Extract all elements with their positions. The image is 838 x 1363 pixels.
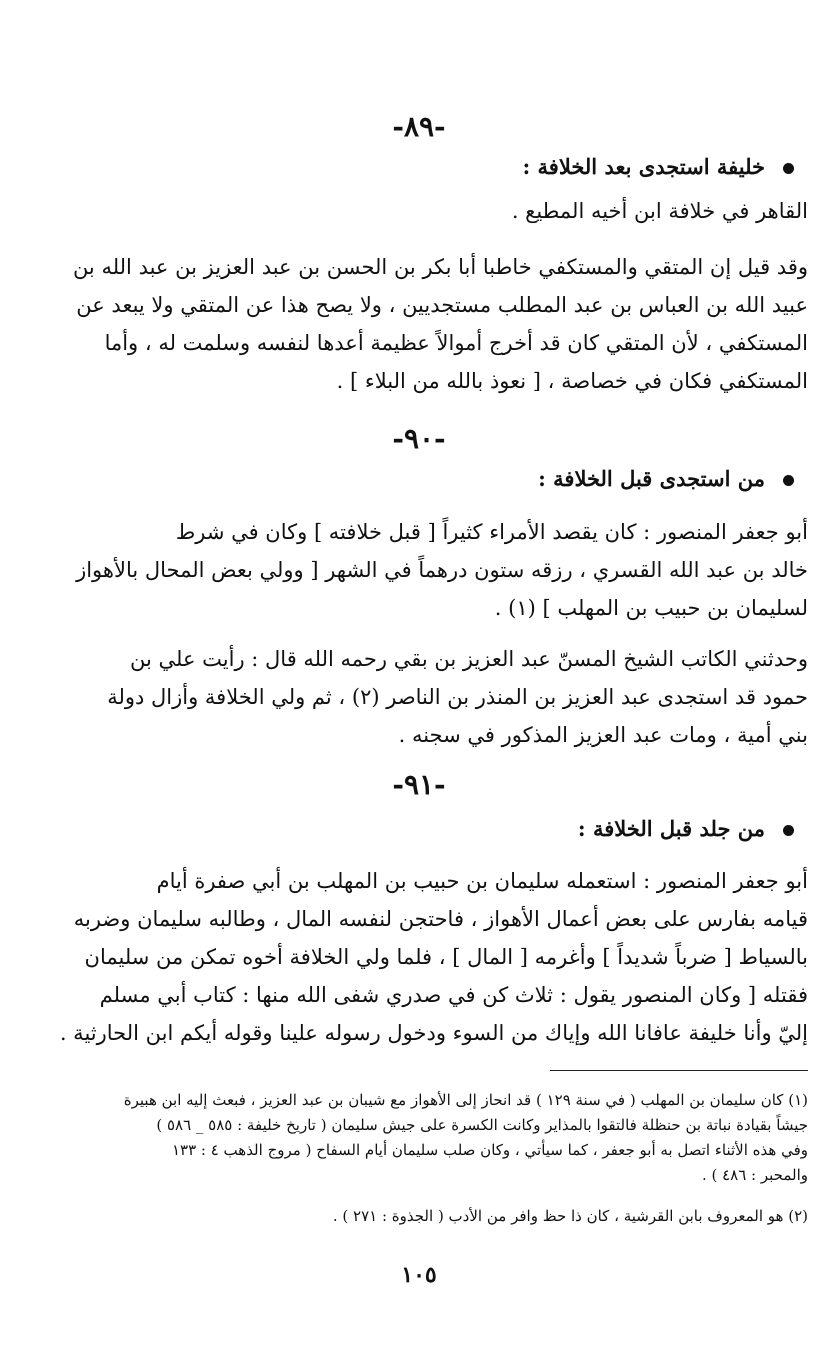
text-line: حمود قد استجدى عبد العزيز بن المنذر بن الناصر (٢) ، ثم ولي الخلافة وأزال دولة bbox=[107, 685, 808, 709]
footnote bbox=[30, 1204, 808, 1229]
text-line: وقد قيل إن المتقي والمستكفي خاطبا أبا بكر بن الحسن بن عبد العزيز بن عبد الله بن bbox=[72, 255, 808, 279]
footnote-line: (٢) هو المعروف بابن القرشية ، كان ذا حظ وافر من الأدب ( الجذوة : ٢٧١ ) . bbox=[332, 1207, 808, 1225]
section-heading-text: خليفة استجدى بعد الخلافة : bbox=[522, 154, 765, 179]
footnote-line: جيشاً بقيادة نباتة بن حنظلة فالتقوا بالمذاير وكانت الكسرة على جيش سليمان ( تاريخ خليفة : ٥٨٥ _ ٥٨٦ ) bbox=[156, 1116, 808, 1134]
paragraph bbox=[30, 192, 808, 230]
paragraph bbox=[30, 862, 808, 1052]
section-number: -٩١- bbox=[392, 768, 446, 801]
text-line: المستكفي فكان في خصاصة ، [ نعوذ بالله من البلاء ] . bbox=[336, 369, 808, 393]
text-line: بالسياط [ ضرباً شديداً ] وأغرمه [ المال ] ، فلما ولي الخلافة أخوه تمكن من سليمان bbox=[84, 945, 808, 969]
text-line: خالد بن عبد الله القسري ، رزقه ستون درهماً في الشهر [ وولي بعض المحال بالأهواز bbox=[76, 558, 808, 582]
footnote-line: وفي هذه الأثناء اتصل به أبو جعفر ، كما سيأتي ، وكان صلب سليمان أيام السفاح ( مروج الذهب ٤ : ١٣٣ bbox=[171, 1141, 808, 1159]
section-heading bbox=[60, 816, 794, 841]
footnote bbox=[30, 1088, 808, 1188]
section-heading-text: من جلد قبل الخلافة : bbox=[577, 816, 765, 841]
section-heading bbox=[60, 466, 794, 491]
text-line: فقتله [ وكان المنصور يقول : ثلاث كن في صدري شفى الله منها : كتاب أبي مسلم bbox=[99, 983, 808, 1007]
section-number: -٨٩- bbox=[392, 110, 446, 143]
text-line: المستكفي ، لأن المتقي كان قد أخرج أموالاً عظيمة أعدها لنفسه وسلمت له ، وأما bbox=[104, 331, 808, 355]
text-line: أبو جعفر المنصور : كان يقصد الأمراء كثيراً [ قبل خلافته ] وكان في شرط bbox=[175, 520, 808, 544]
text-line: إليّ وأنا خليفة عافانا الله وإياك من السوء ودخول رسوله علينا وقوله أيكم ابن الحارثية . bbox=[59, 1021, 808, 1045]
paragraph bbox=[30, 248, 808, 400]
footnote-line: والمحبر : ٤٨٦ ) . bbox=[701, 1166, 808, 1184]
text-line: بني أمية ، ومات عبد العزيز المذكور في سجنه . bbox=[398, 723, 808, 747]
text-line: قيامه بفارس على بعض أعمال الأهواز ، فاحتجن لنفسه المال ، وطالبه سليمان وضربه bbox=[73, 907, 808, 931]
text-line: عبيد الله بن العباس بن عبد المطلب مستجديين ، ولا يصح هذا عن المتقي ولا يبعد عن bbox=[76, 293, 808, 317]
footnote-line: (١) كان سليمان بن المهلب ( في سنة ١٢٩ ) قد انحاز إلى الأهواز مع شيبان بن عبد العزيز ، فبعث إليه ابن هبيرة bbox=[123, 1091, 808, 1109]
text-line: لسليمان بن حبيب بن المهلب ] (١) . bbox=[494, 596, 808, 620]
page-number: ١٠٥ bbox=[401, 1262, 437, 1288]
paragraph bbox=[30, 513, 808, 627]
section-number: -٩٠- bbox=[392, 422, 446, 455]
bullet-icon bbox=[783, 163, 794, 174]
bullet-icon bbox=[783, 475, 794, 486]
text-line: أبو جعفر المنصور : استعمله سليمان بن حبيب بن المهلب بن أبي صفرة أيام bbox=[156, 869, 808, 893]
section-heading-text: من استجدى قبل الخلافة : bbox=[538, 466, 765, 491]
paragraph bbox=[30, 640, 808, 754]
section-heading bbox=[60, 154, 794, 179]
text-line: القاهر في خلافة ابن أخيه المطيع . bbox=[511, 199, 808, 223]
text-line: وحدثني الكاتب الشيخ المسنّ عبد العزيز بن بقي رحمه الله قال : رأيت علي بن bbox=[130, 647, 808, 671]
bullet-icon bbox=[783, 825, 794, 836]
footnote-separator bbox=[550, 1070, 808, 1071]
